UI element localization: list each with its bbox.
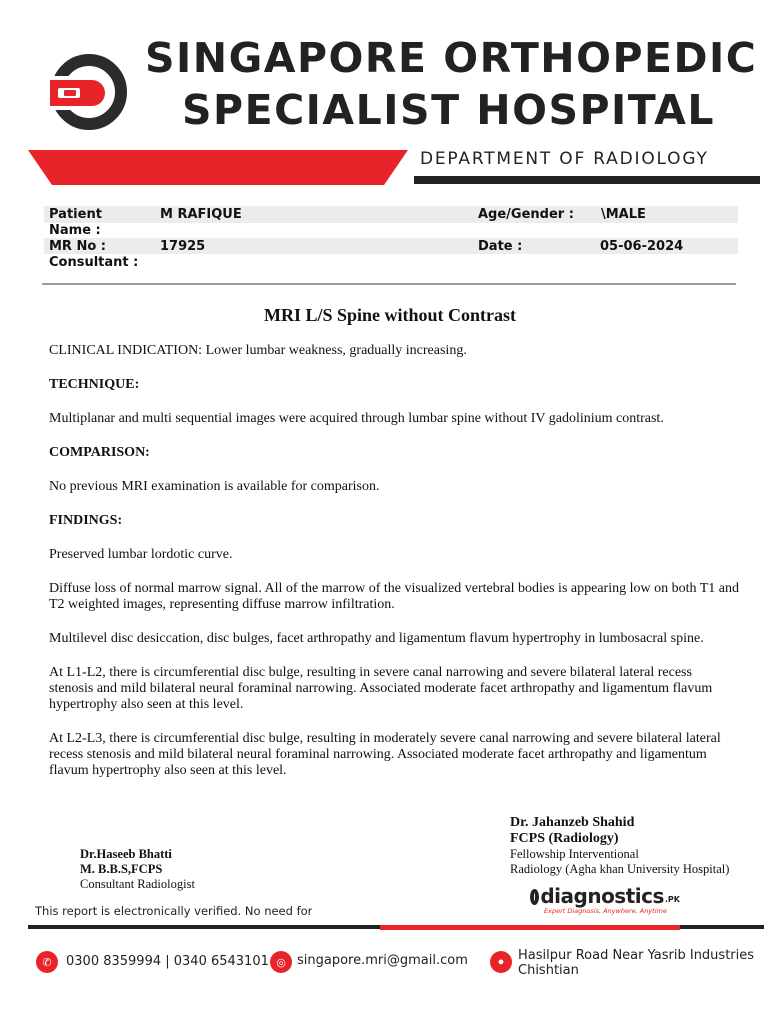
report-body [49, 343, 739, 779]
department-label: DEPARTMENT OF RADIOLOGY [420, 149, 709, 169]
diagnostics-tagline: Expert Diagnosis, Anywhere, Anytime [544, 907, 667, 915]
footer-phone: 0300 8359994 | 0340 6543101 [66, 954, 269, 969]
finding-paragraph: Multilevel disc desiccation, disc bulges, facet arthropathy and ligamentum flavum hypertrophy in lumbosacral spine. [49, 631, 704, 646]
footer-red-bar [380, 925, 680, 930]
hospital-name-line1: SINGAPORE ORTHOPEDIC [145, 34, 758, 82]
comparison-heading: COMPARISON: [49, 445, 150, 460]
consultant-label: Consultant : [49, 255, 139, 270]
hospital-logo-icon [44, 50, 134, 134]
finding-paragraph: Diffuse loss of normal marrow signal. All of the marrow of the visualized vertebral bodies is appearing low on both T1 and T2 weighted images, representing diffuse marrow infiltration. [49, 581, 739, 612]
comparison-text: No previous MRI examination is available for comparison. [49, 479, 380, 494]
signature-right-degree: FCPS (Radiology) [510, 831, 619, 846]
diagnostics-logo [530, 884, 680, 922]
footer-address-line1: Hasilpur Road Near Yasrib Industries [518, 948, 755, 963]
phone-icon: ✆ [36, 951, 58, 973]
verification-text: This report is electronically verified. No need for [35, 904, 313, 918]
date-label: Date : [478, 239, 523, 254]
finding-paragraph: Preserved lumbar lordotic curve. [49, 547, 233, 562]
technique-heading: TECHNIQUE: [49, 377, 140, 392]
header-dark-bar [414, 176, 760, 184]
location-pin-icon: ● [490, 951, 512, 973]
report-title: MRI L/S Spine without Contrast [263, 305, 517, 325]
signature-left-degree: M. B.B.S,FCPS [80, 862, 163, 876]
signature-right-line2: Radiology (Agha khan University Hospital) [510, 862, 730, 876]
diagnostics-mark-icon [530, 889, 539, 905]
hospital-name-line2: SPECIALIST HOSPITAL [182, 86, 715, 134]
header-red-stripe [28, 150, 408, 185]
clinical-indication: CLINICAL INDICATION: Lower lumbar weakness, gradually increasing. [49, 343, 467, 358]
mr-no-label: MR No : [49, 239, 107, 254]
signature-right-line1: Fellowship Interventional [510, 847, 639, 861]
signature-left [80, 847, 195, 892]
footer-address-line2: Chishtian [518, 963, 579, 978]
signature-right-name: Dr. Jahanzeb Shahid [510, 815, 635, 830]
footer-email: singapore.mri@gmail.com [297, 953, 468, 968]
signature-left-name: Dr.Haseeb Bhatti [80, 847, 172, 861]
date-value: 05-06-2024 [600, 239, 684, 254]
diagnostics-suffix: .PK [664, 895, 680, 904]
age-gender-value: \MALE [601, 207, 646, 222]
patient-name-label: Patient Name : [49, 207, 102, 238]
findings-heading: FINDINGS: [49, 513, 123, 528]
signature-right [510, 815, 729, 877]
finding-paragraph: At L1-L2, there is circumferential disc bulge, resulting in severe canal narrowing and severe bilateral lateral recess stenosis and mild bilateral neural foraminal narrowing. Associated moderate facet arthropathy and ligamentum flavum hypertrophy also seen at this level. [49, 665, 713, 712]
globe-icon: ◎ [270, 951, 292, 973]
diagnostics-brand: diagnostics [540, 884, 664, 908]
age-gender-label: Age/Gender : [478, 207, 574, 222]
technique-text: Multiplanar and multi sequential images were acquired through lumbar spine without IV gadolinium contrast. [49, 411, 664, 426]
signature-left-title: Consultant Radiologist [80, 877, 195, 891]
info-divider [42, 283, 736, 285]
patient-name-value: M RAFIQUE [160, 207, 242, 222]
finding-paragraph: At L2-L3, there is circumferential disc bulge, resulting in moderately severe canal narrowing and severe bilateral lateral recess stenosis and mild bilateral neural foraminal narrowing. Associated moderate facet arthropathy and ligamentum flavum hypertrophy also seen at this level. [49, 731, 721, 778]
mr-no-value: 17925 [160, 239, 206, 254]
